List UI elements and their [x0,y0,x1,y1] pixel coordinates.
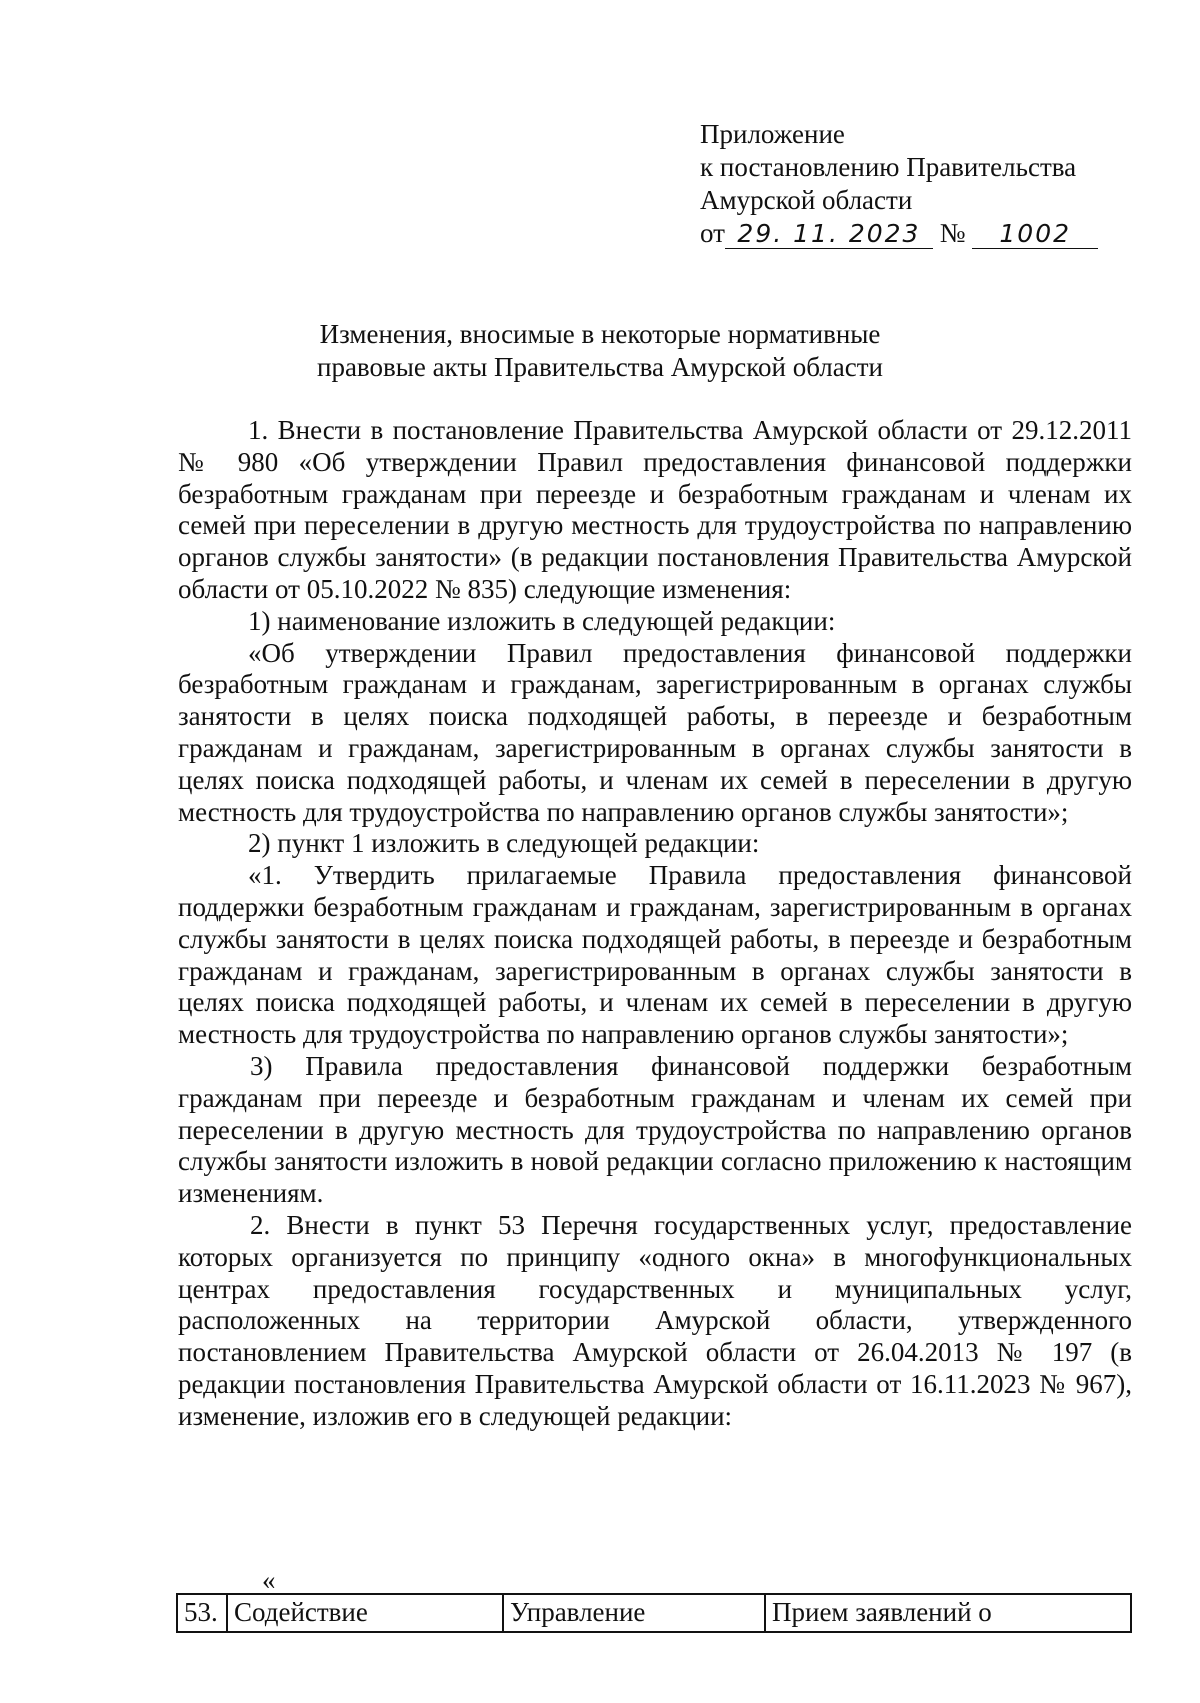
title-line-1: Изменения, вносимые в некоторые нормативные [319,319,881,349]
appendix-region: Амурской области [700,185,913,215]
table-cell-service: Содействие [227,1594,503,1632]
handwritten-date: 29. 11. 2023 [725,220,933,249]
table-row [177,1594,1131,1632]
document-title [180,318,1020,384]
appendix-header [700,118,1140,250]
quote-open-mark: « [262,1565,276,1595]
appendix-date-line [700,217,1140,250]
paragraph-2: 2. Внести в пункт 53 Перечня государственных услуг, предоставление которых организуется по принципу «одного окна» в многофункциональных центрах предоставления государственных и муниципальных услуг, расположенных на территории Амурской области, утвержденного постановлением Правительства Амурской области от 26.04.2013 № 197 (в редакции постановления Правительства Амурской области от 16.11.2023 № 967), изменение, изложив его в следующей редакции: [178,1209,1132,1431]
appendix-title: Приложение [700,119,845,149]
document-body [178,415,1132,1433]
paragraph-item-3: 3) Правила предоставления финансовой поддержки безработным гражданам при переезде и безработным гражданам и членам их семей при переселении в другую местность для трудоустройства по направлению органов службы занятости изложить в новой редакции согласно приложению к настоящим изменениям. [178,1050,1132,1209]
paragraph-item-2: 2) пункт 1 изложить в следующей редакции: [248,828,760,859]
paragraph-quote-1: «Об утверждении Правил предоставления финансовой поддержки безработным гражданам и гражданам, зарегистрированным в органах службы занятости в целях поиска подходящей работы, в переезде и безработным гражданам и гражданам, зарегистрированным в органах службы занятости в целях поиска подходящей работы, и членам их семей в переселении в другую местность для трудоустройства по направлению органов службы занятости»; [178,637,1132,827]
title-line-2: правовые акты Правительства Амурской области [317,352,883,382]
handwritten-number: 1002 [972,220,1098,249]
table-cell-number: 53. [177,1594,227,1632]
table-cell-action: Прием заявлений о [765,1594,1131,1632]
paragraph-1: 1. Внести в постановление Правительства Амурской области от 29.12.2011 № 980 «Об утверждении Правил предоставления финансовой поддержки безработным гражданам при переезде и безработным гражданам и членам их семей при переселении в другую местность для трудоустройства по направлению органов службы занятости» (в редакции постановления Правительства Амурской области от 05.10.2022 № 835) следующие изменения: [178,415,1132,604]
date-prefix: от [700,218,725,248]
appendix-ref: к постановлению Правительства [700,152,1077,182]
table-cell-agency: Управление [503,1594,765,1632]
paragraph-quote-2: «1. Утвердить прилагаемые Правила предоставления финансовой поддержки безработным гражданам и гражданам, зарегистрированным в органах службы занятости в целях поиска подходящей работы, в переезде и безработным гражданам и гражданам, зарегистрированным в органах службы занятости в целях поиска подходящей работы, и членам их семей в переселении в другую местность для трудоустройства по направлению органов службы занятости»; [178,860,1132,1050]
services-table [176,1593,1132,1633]
number-prefix: № [939,218,966,248]
paragraph-item-1: 1) наименование изложить в следующей редакции: [248,605,836,636]
